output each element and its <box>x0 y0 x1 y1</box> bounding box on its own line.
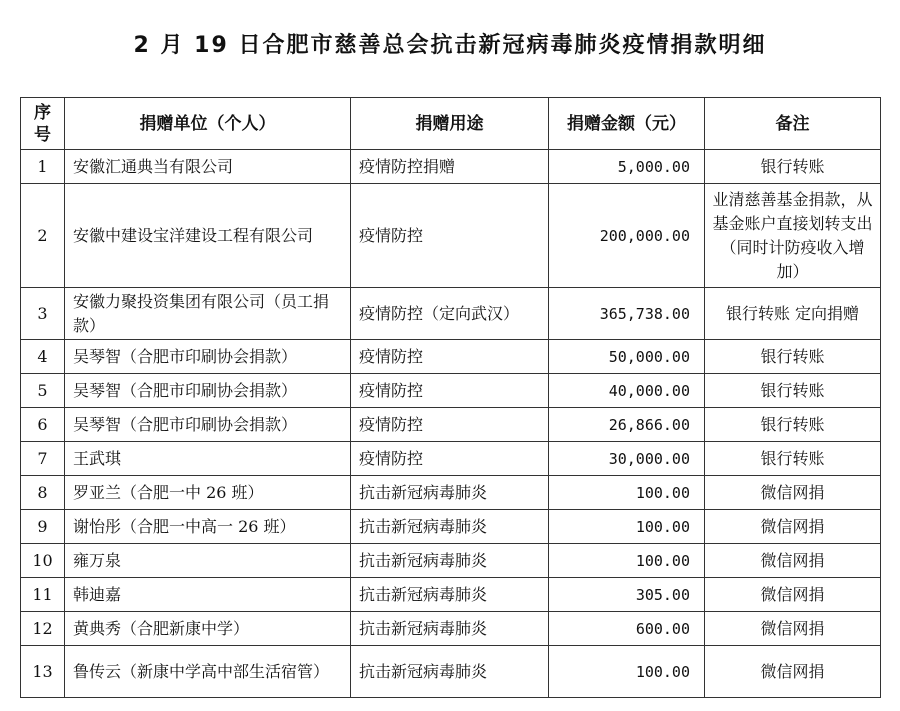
cell-no: 8 <box>21 476 65 510</box>
table-row <box>21 408 881 442</box>
cell-purpose: 疫情防控 <box>351 442 549 476</box>
cell-donor: 安徽中建设宝洋建设工程有限公司 <box>65 184 351 288</box>
table-header-row <box>21 98 881 150</box>
table-body <box>21 150 881 698</box>
page-title: 2 月 19 日合肥市慈善总会抗击新冠病毒肺炎疫情捐款明细 <box>133 33 767 58</box>
cell-remark: 银行转账 <box>705 374 881 408</box>
cell-amount: 100.00 <box>549 476 705 510</box>
table-row <box>21 184 881 288</box>
cell-no: 10 <box>21 544 65 578</box>
col-header-purpose: 捐赠用途 <box>351 98 549 150</box>
cell-no: 1 <box>21 150 65 184</box>
cell-purpose: 抗击新冠病毒肺炎 <box>351 578 549 612</box>
table-row <box>21 288 881 340</box>
cell-remark: 银行转账 <box>705 150 881 184</box>
cell-purpose: 抗击新冠病毒肺炎 <box>351 476 549 510</box>
table-row <box>21 374 881 408</box>
cell-amount: 365,738.00 <box>549 288 705 340</box>
cell-amount: 30,000.00 <box>549 442 705 476</box>
cell-no: 9 <box>21 510 65 544</box>
cell-donor: 吴琴智（合肥市印刷协会捐款） <box>65 408 351 442</box>
cell-amount: 100.00 <box>549 544 705 578</box>
cell-remark: 银行转账 <box>705 442 881 476</box>
cell-purpose: 抗击新冠病毒肺炎 <box>351 612 549 646</box>
cell-remark: 微信网捐 <box>705 646 881 698</box>
cell-donor: 罗亚兰（合肥一中 26 班） <box>65 476 351 510</box>
col-header-remark: 备注 <box>705 98 881 150</box>
cell-amount: 40,000.00 <box>549 374 705 408</box>
cell-remark: 微信网捐 <box>705 578 881 612</box>
cell-no: 3 <box>21 288 65 340</box>
table-row <box>21 442 881 476</box>
cell-purpose: 抗击新冠病毒肺炎 <box>351 510 549 544</box>
cell-amount: 600.00 <box>549 612 705 646</box>
cell-donor: 安徽力聚投资集团有限公司（员工捐款） <box>65 288 351 340</box>
cell-no: 13 <box>21 646 65 698</box>
cell-no: 5 <box>21 374 65 408</box>
cell-remark: 银行转账 <box>705 340 881 374</box>
cell-donor: 谢怡彤（合肥一中高一 26 班） <box>65 510 351 544</box>
cell-purpose: 疫情防控 <box>351 374 549 408</box>
col-header-no: 序号 <box>21 98 65 150</box>
cell-donor: 鲁传云（新康中学高中部生活宿管） <box>65 646 351 698</box>
cell-purpose: 疫情防控（定向武汉） <box>351 288 549 340</box>
col-header-amount: 捐赠金额（元） <box>549 98 705 150</box>
cell-no: 7 <box>21 442 65 476</box>
cell-remark: 微信网捐 <box>705 476 881 510</box>
cell-no: 11 <box>21 578 65 612</box>
cell-amount: 50,000.00 <box>549 340 705 374</box>
col-header-donor: 捐赠单位（个人） <box>65 98 351 150</box>
cell-donor: 吴琴智（合肥市印刷协会捐款） <box>65 374 351 408</box>
cell-amount: 305.00 <box>549 578 705 612</box>
cell-donor: 雍万泉 <box>65 544 351 578</box>
cell-amount: 26,866.00 <box>549 408 705 442</box>
cell-remark: 微信网捐 <box>705 612 881 646</box>
table-row <box>21 544 881 578</box>
cell-remark: 微信网捐 <box>705 544 881 578</box>
table-row <box>21 150 881 184</box>
cell-purpose: 抗击新冠病毒肺炎 <box>351 646 549 698</box>
cell-purpose: 疫情防控 <box>351 184 549 288</box>
cell-remark: 银行转账 定向捐赠 <box>705 288 881 340</box>
cell-remark: 微信网捐 <box>705 510 881 544</box>
cell-no: 4 <box>21 340 65 374</box>
cell-donor: 王武琪 <box>65 442 351 476</box>
cell-donor: 黄典秀（合肥新康中学） <box>65 612 351 646</box>
cell-amount: 100.00 <box>549 646 705 698</box>
table-row <box>21 646 881 698</box>
table-row <box>21 510 881 544</box>
cell-amount: 5,000.00 <box>549 150 705 184</box>
cell-remark: 业清慈善基金捐款，从基金账户直接划转支出（同时计防疫收入增加） <box>705 184 881 288</box>
cell-purpose: 疫情防控 <box>351 340 549 374</box>
cell-donor: 安徽汇通典当有限公司 <box>65 150 351 184</box>
cell-amount: 100.00 <box>549 510 705 544</box>
cell-no: 6 <box>21 408 65 442</box>
table-row <box>21 476 881 510</box>
table-row <box>21 578 881 612</box>
cell-remark: 银行转账 <box>705 408 881 442</box>
cell-purpose: 疫情防控捐赠 <box>351 150 549 184</box>
cell-amount: 200,000.00 <box>549 184 705 288</box>
table-row <box>21 612 881 646</box>
cell-no: 2 <box>21 184 65 288</box>
donation-table <box>20 97 881 698</box>
cell-donor: 吴琴智（合肥市印刷协会捐款） <box>65 340 351 374</box>
cell-purpose: 疫情防控 <box>351 408 549 442</box>
cell-purpose: 抗击新冠病毒肺炎 <box>351 544 549 578</box>
cell-donor: 韩迪嘉 <box>65 578 351 612</box>
table-row <box>21 340 881 374</box>
cell-no: 12 <box>21 612 65 646</box>
